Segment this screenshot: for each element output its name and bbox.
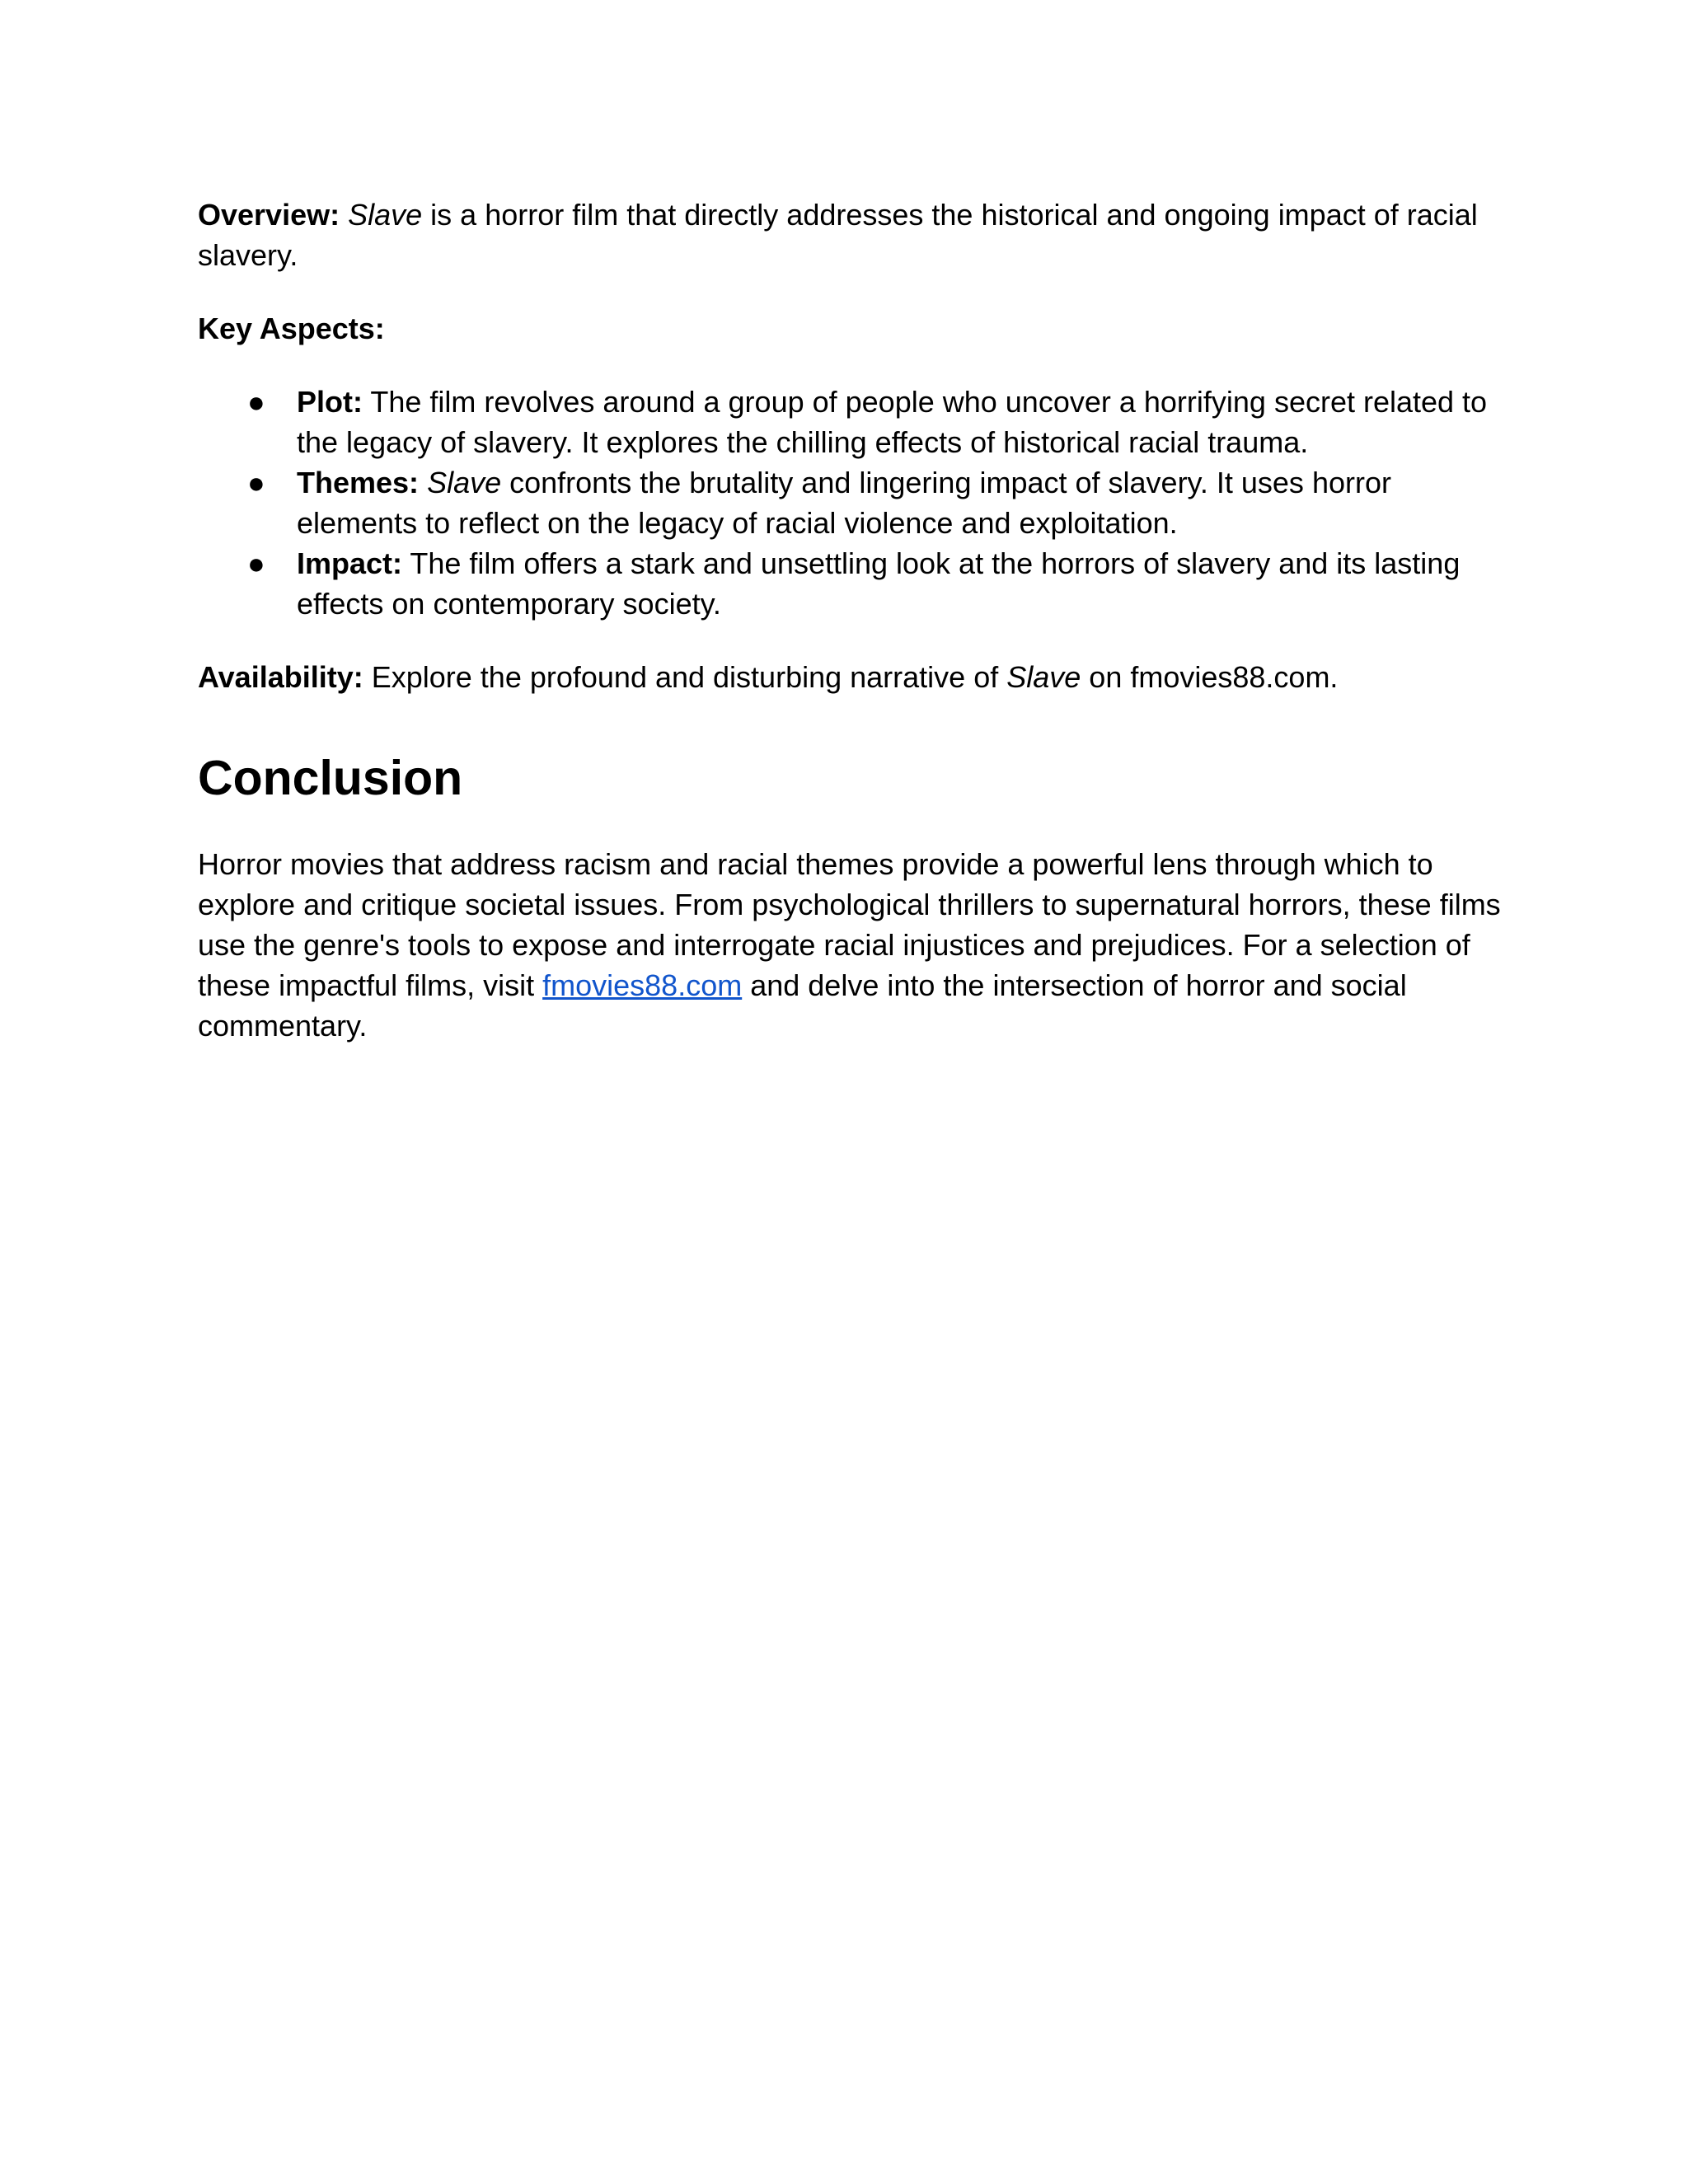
plot-label: Plot: (297, 385, 363, 419)
conclusion-text-before-link: Horror movies that address racism and racial themes provide a powerful lens through which to explore and critique societal issues. From psychological thrillers to supernatural horrors, these films use the genre's tools to expose and interrogate racial injustices and prejudices. For a selection of these impactful films, visit (198, 847, 1501, 1002)
availability-label: Availability: (198, 660, 363, 694)
list-item-impact (198, 543, 1517, 624)
overview-film-title: Slave (348, 198, 423, 232)
availability-film-title: Slave (1006, 660, 1081, 694)
availability-paragraph (198, 657, 1517, 697)
document-page (198, 194, 1517, 1046)
list-item-plot (198, 382, 1517, 462)
themes-label: Themes: (297, 466, 420, 499)
bullet-icon: ● (247, 385, 265, 419)
list-item-themes (198, 462, 1517, 543)
overview-paragraph (198, 194, 1517, 275)
overview-label: Overview: (198, 198, 340, 232)
themes-text-post: confronts the brutality and lingering impact of slavery. It uses horror elements to reflect on the legacy of racial violence and exploitation. (297, 466, 1391, 540)
availability-text-post: on fmovies88.com. (1081, 660, 1339, 694)
availability-text-pre: Explore the profound and disturbing narrative of (363, 660, 1007, 694)
themes-film-title: Slave (427, 466, 502, 499)
key-aspects-label: Key Aspects: (198, 312, 385, 345)
key-aspects-list (198, 382, 1517, 624)
bullet-icon: ● (247, 466, 265, 499)
overview-text: is a horror film that directly addresses the historical and ongoing impact of racial slavery. (198, 198, 1478, 272)
impact-text: The film offers a stark and unsettling look at the horrors of slavery and its lasting effects on contemporary society. (297, 546, 1461, 621)
key-aspects-heading (198, 308, 1517, 349)
conclusion-paragraph (198, 844, 1517, 1046)
fmovies-link[interactable]: fmovies88.com (542, 968, 743, 1002)
bullet-icon: ● (247, 546, 265, 580)
impact-label: Impact: (297, 546, 403, 580)
themes-text-pre (419, 466, 427, 499)
plot-text: The film revolves around a group of people who uncover a horrifying secret related to the legacy of slavery. It explores the chilling effects of historical racial trauma. (297, 385, 1488, 459)
conclusion-heading: Conclusion (198, 751, 463, 805)
conclusion-text-after-link: and delve into the intersection of horror and social commentary. (198, 968, 1407, 1043)
